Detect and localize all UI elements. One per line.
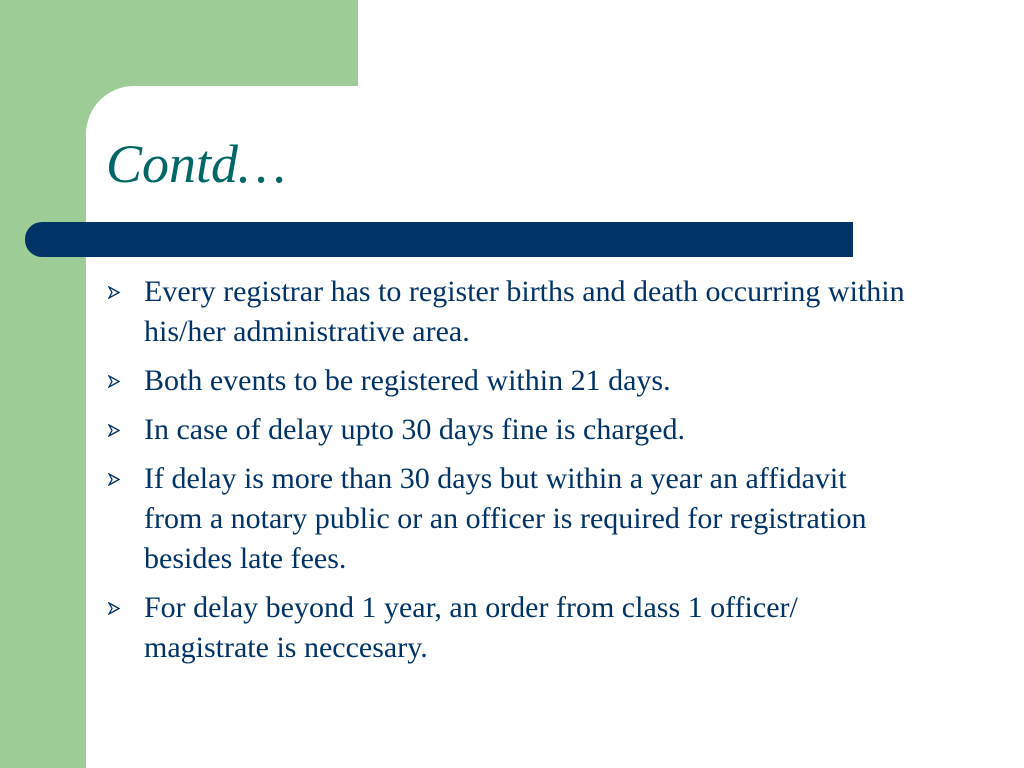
bullet-text: Every registrar has to register births and death occurring within his/her administrative area.	[144, 275, 905, 348]
title-divider-bar	[25, 222, 853, 257]
bullet-item	[106, 459, 906, 579]
arrowhead-bullet-icon	[108, 361, 128, 401]
bullet-text: If delay is more than 30 days but within a year an affidavit from a notary public or an officer is required for registration besides late fees.	[144, 462, 867, 575]
bullet-item	[106, 588, 906, 668]
bullet-list	[106, 272, 906, 677]
arrowhead-bullet-icon	[108, 410, 128, 450]
arrowhead-bullet-icon	[108, 272, 128, 312]
bullet-text: Both events to be registered within 21 days.	[144, 364, 671, 397]
bullet-item	[106, 361, 906, 401]
bullet-text: In case of delay upto 30 days fine is charged.	[144, 413, 685, 446]
bullet-item	[106, 410, 906, 450]
bullet-text: For delay beyond 1 year, an order from class 1 officer/ magistrate is neccesary.	[144, 591, 798, 664]
slide-title: Contd…	[106, 134, 287, 194]
arrowhead-bullet-icon	[108, 588, 128, 628]
arrowhead-bullet-icon	[108, 459, 128, 499]
bullet-item	[106, 272, 906, 352]
